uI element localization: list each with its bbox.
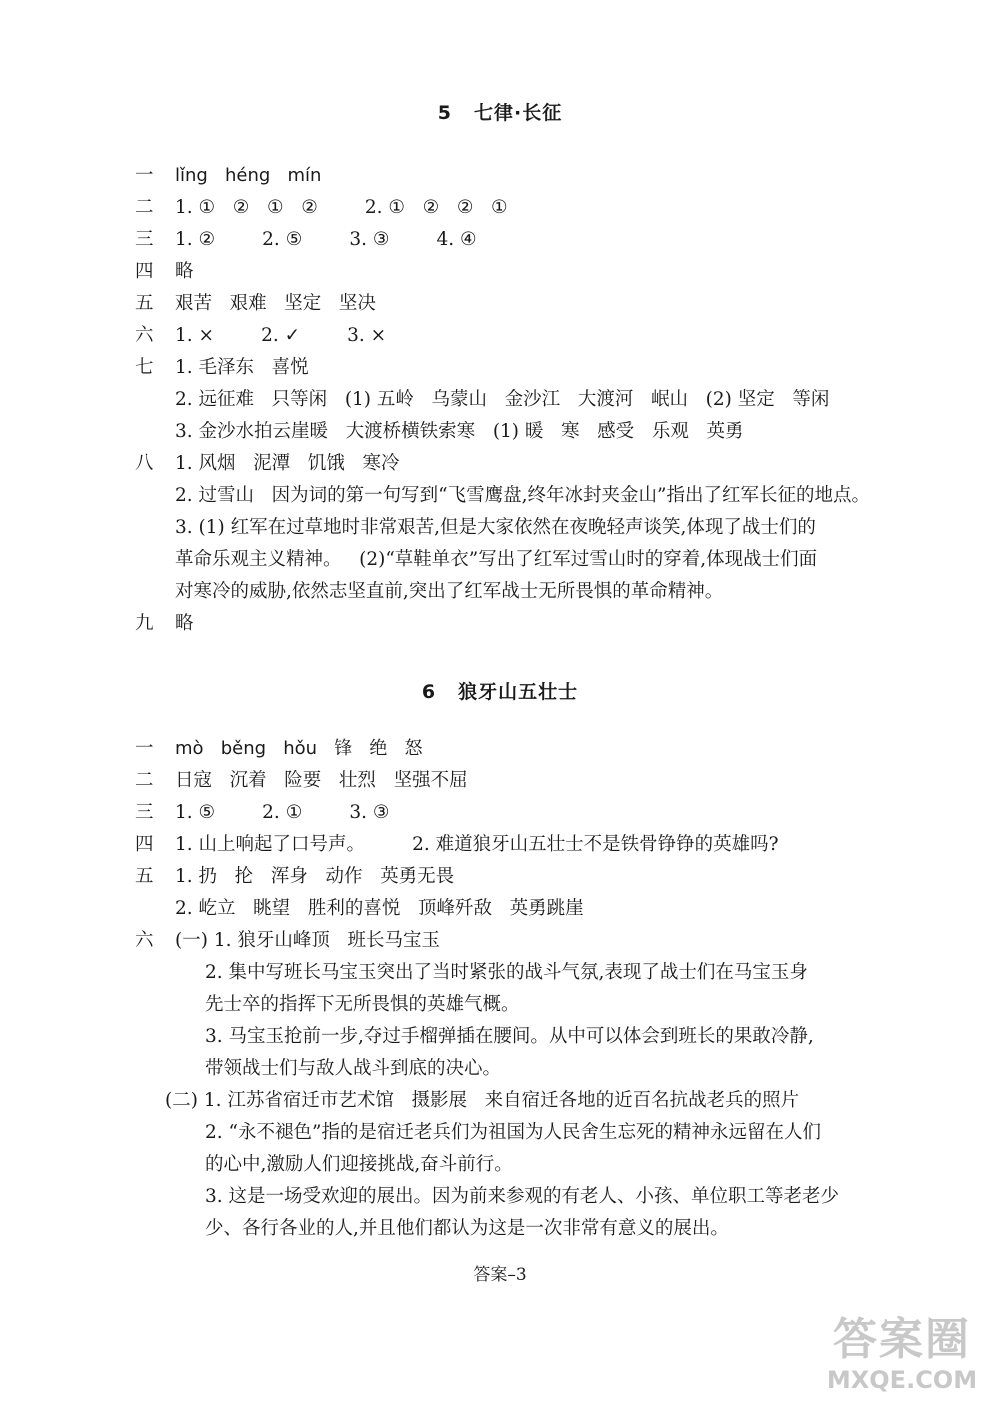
answer-text: 2. 集中写班长马宝玉突出了当时紧张的战斗气氛,表现了战士们在马宝玉身 xyxy=(205,962,808,983)
answer-text: 1. 扔 抡 浑身 动作 英勇无畏 xyxy=(175,866,455,887)
answer-text: 1. ② 2. ⑤ 3. ③ 4. ④ xyxy=(175,229,477,250)
question-label: 一 xyxy=(135,165,154,186)
answer-line xyxy=(135,930,440,952)
watermark-logo xyxy=(822,1314,982,1394)
answer-line xyxy=(135,357,309,379)
question-label: 二 xyxy=(135,197,154,218)
answer-line xyxy=(135,229,477,251)
answer-line xyxy=(135,197,508,219)
answer-line xyxy=(205,1122,821,1144)
section-5-title-text: 七律·长征 xyxy=(474,102,563,124)
answer-line xyxy=(205,1026,814,1048)
question-label: 三 xyxy=(135,802,154,823)
section-6-title-text: 狼牙山五壮士 xyxy=(458,681,579,703)
question-label: 一 xyxy=(135,738,154,759)
section-6-number: 6 xyxy=(421,681,437,703)
answer-line xyxy=(175,389,829,411)
answer-line xyxy=(175,485,870,507)
question-label: 八 xyxy=(135,453,154,474)
answer-text: 对寒冷的威胁,依然志坚直前,突出了红军战士无所畏惧的革命精神。 xyxy=(175,581,724,602)
answer-text: 略 xyxy=(175,261,194,282)
page-number: 答案–3 xyxy=(473,1265,527,1285)
answer-line xyxy=(165,1090,799,1112)
question-label: 六 xyxy=(135,930,154,951)
answer-line xyxy=(135,770,468,792)
answer-line xyxy=(175,421,743,443)
answer-text: 2. 屹立 眺望 胜利的喜悦 顶峰歼敌 英勇跳崖 xyxy=(175,898,584,919)
answer-line xyxy=(205,962,808,984)
answer-text: 的心中,激励人们迎接挑战,奋斗前行。 xyxy=(205,1154,513,1175)
answer-text: 1. × 2. ✓ 3. × xyxy=(175,325,387,346)
question-label: 九 xyxy=(135,613,154,634)
answer-text: 3. 马宝玉抢前一步,夺过手榴弹插在腰间。从中可以体会到班长的果敢冷静, xyxy=(205,1026,814,1047)
question-label: 六 xyxy=(135,325,154,346)
question-label: 七 xyxy=(135,357,154,378)
answer-text: 2. 过雪山 因为词的第一句写到“飞雪鹰盘,终年冰封夹金山”指出了红军长征的地点。 xyxy=(175,485,870,506)
answer-text: 日寇 沉着 险要 壮烈 坚强不屈 xyxy=(175,770,468,791)
answer-line xyxy=(135,453,399,475)
answer-line xyxy=(205,1218,729,1240)
question-label: 五 xyxy=(135,293,154,314)
answer-text: 艰苦 艰难 坚定 坚决 xyxy=(175,293,376,314)
answer-line xyxy=(135,866,454,888)
question-label: 四 xyxy=(135,834,154,855)
watermark-url: MXQE.COM xyxy=(826,1366,978,1394)
answer-line xyxy=(175,898,584,920)
section-5-number: 5 xyxy=(437,102,452,124)
answer-text: (二) 1. 江苏省宿迁市艺术馆 摄影展 来自宿迁各地的近百名抗战老兵的照片 xyxy=(165,1090,800,1111)
question-label: 五 xyxy=(135,866,154,887)
answer-line xyxy=(175,581,723,603)
answer-text: 带领战士们与敌人战斗到底的决心。 xyxy=(205,1058,502,1079)
answer-line xyxy=(205,1058,501,1080)
answer-text: 1. ① ② ① ② 2. ① ② ② ① xyxy=(175,197,508,218)
answer-line xyxy=(205,1186,839,1208)
answer-text: lǐng héng mín xyxy=(175,165,322,186)
answer-line xyxy=(135,834,779,856)
section-6-title xyxy=(0,677,1000,704)
answer-line xyxy=(205,1154,513,1176)
answer-text: (一) 1. 狼牙山峰顶 班长马宝玉 xyxy=(175,930,440,951)
answer-line xyxy=(135,293,376,315)
answer-text: mò běng hǒu 锋 绝 怒 xyxy=(175,738,423,759)
answer-line xyxy=(135,165,321,187)
answer-text: 少、各行各业的人,并且他们都认为这是一次非常有意义的展出。 xyxy=(205,1218,729,1239)
answer-text: 先士卒的指挥下无所畏惧的英雄气概。 xyxy=(205,994,520,1015)
answer-text: 3. 金沙水拍云崖暖 大渡桥横铁索寒 (1) 暖 寒 感受 乐观 英勇 xyxy=(175,421,744,442)
answer-text: 3. 这是一场受欢迎的展出。因为前来参观的有老人、小孩、单位职工等老老少 xyxy=(205,1186,840,1207)
answer-line xyxy=(135,738,423,760)
answer-line xyxy=(135,802,389,824)
answer-text: 1. ⑤ 2. ① 3. ③ xyxy=(175,802,390,823)
question-label: 二 xyxy=(135,770,154,791)
answer-text: 1. 毛泽东 喜悦 xyxy=(175,357,309,378)
answer-line xyxy=(205,994,520,1016)
question-label: 四 xyxy=(135,261,154,282)
question-label: 三 xyxy=(135,229,154,250)
watermark-text: 答案圈 xyxy=(833,1314,971,1365)
answer-text: 2. 远征难 只等闲 (1) 五岭 乌蒙山 金沙江 大渡河 岷山 (2) 坚定 等闲 xyxy=(175,389,830,410)
answer-line xyxy=(135,325,386,347)
answer-text: 1. 山上响起了口号声。 2. 难道狼牙山五壮士不是铁骨铮铮的英雄吗? xyxy=(175,834,779,855)
answer-line xyxy=(135,261,194,283)
section-5-title xyxy=(0,98,1000,125)
answer-text: 革命乐观主义精神。 (2)“草鞋单衣”写出了红军过雪山时的穿着,体现战士们面 xyxy=(175,549,818,570)
answer-line xyxy=(175,517,816,539)
answer-text: 略 xyxy=(175,613,194,634)
answer-text: 3. (1) 红军在过草地时非常艰苦,但是大家依然在夜晚轻声谈笑,体现了战士们的 xyxy=(175,517,816,538)
answer-line xyxy=(135,613,194,635)
answer-text: 1. 风烟 泥潭 饥饿 寒冷 xyxy=(175,453,400,474)
answer-line xyxy=(175,549,817,571)
answer-text: 2. “永不褪色”指的是宿迁老兵们为祖国为人民舍生忘死的精神永远留在人们 xyxy=(205,1122,821,1143)
